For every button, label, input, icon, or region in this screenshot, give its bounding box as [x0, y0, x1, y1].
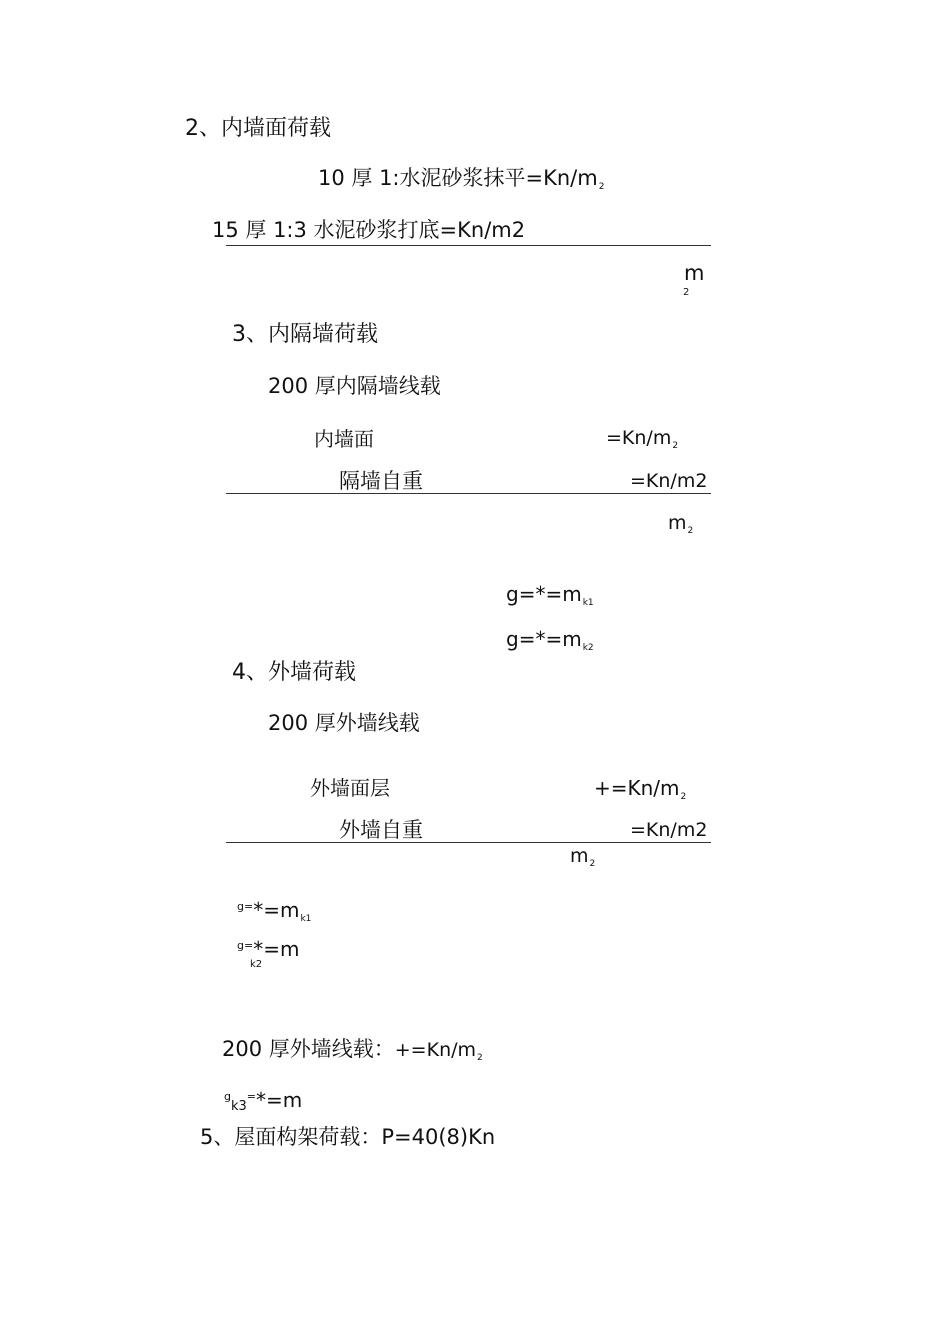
s4-row-2-value: =Kn/m2 — [630, 819, 708, 841]
s4-wall-load-label: 200 厚外墙线载： — [222, 1037, 395, 1061]
s3-total-subscript: 2 — [687, 526, 694, 536]
s4-gk2-text: *=m — [253, 937, 300, 961]
s3-row-1-value-text: =Kn/m — [606, 427, 672, 449]
s2-sum-rule — [226, 245, 711, 246]
s3-gk1 — [506, 582, 594, 608]
s4-gk2-prefix: g= — [237, 939, 254, 952]
s3-total — [668, 512, 694, 536]
s4-wall-load-value: +=Kn/m — [394, 1039, 477, 1061]
s3-sum-rule — [226, 493, 711, 494]
section-4-heading: 4、外墙荷载 — [232, 660, 356, 685]
s4-total — [570, 845, 596, 869]
s4-gk1 — [237, 898, 312, 924]
section-2-heading: 2、内墙面荷载 — [185, 116, 331, 141]
s3-gk2-subscript: k2 — [582, 643, 594, 653]
s4-total-unit: m — [570, 845, 589, 867]
s2-total-unit: m — [684, 261, 705, 285]
s2-line-1-text: 10 厚 1:水泥砂浆抹平=Kn/m — [318, 166, 598, 190]
section-3-heading: 3、内隔墙荷载 — [232, 322, 378, 347]
s4-gk3 — [224, 1088, 303, 1114]
s2-line-2: 15 厚 1:3 水泥砂浆打底=Kn/m2 — [212, 218, 526, 242]
s3-gk2 — [506, 627, 594, 653]
s4-row-2-label: 外墙自重 — [339, 818, 423, 842]
s4-gk3-equals: = — [246, 1090, 257, 1103]
section-5-heading: 5、屋面构架荷载：P=40(8)Kn — [200, 1125, 496, 1149]
s3-row-1-label: 内墙面 — [314, 427, 374, 451]
s4-gk3-subscript: k3 — [230, 1099, 247, 1114]
s4-sub-heading: 200 厚外墙线载 — [268, 711, 420, 735]
s3-total-unit: m — [668, 512, 687, 534]
s4-gk1-subscript: k1 — [300, 914, 312, 924]
s4-gk3-text: *=m — [256, 1088, 303, 1112]
s4-row-1-value-text: +=Kn/m — [594, 776, 680, 800]
s3-gk1-text: g=*=m — [506, 582, 582, 606]
s3-row-2-label: 隔墙自重 — [339, 469, 423, 493]
s4-row-1-label: 外墙面层 — [310, 776, 390, 800]
s4-total-subscript: 2 — [589, 859, 596, 869]
s4-row-1-subscript: 2 — [680, 792, 687, 802]
s4-gk1-text: *=m — [253, 898, 300, 922]
s3-gk2-text: g=*=m — [506, 627, 582, 651]
s2-total-subscript: 2 — [683, 287, 690, 298]
s4-wall-load-subscript: 2 — [477, 1053, 483, 1063]
s3-row-1-value — [606, 427, 679, 451]
s2-line-1 — [318, 166, 605, 192]
s4-gk3-prefix: g — [224, 1090, 231, 1103]
s4-gk2 — [237, 939, 299, 959]
s3-row-1-subscript: 2 — [672, 441, 679, 451]
s4-gk1-prefix: g= — [237, 900, 254, 913]
s3-gk1-subscript: k1 — [582, 598, 594, 608]
s3-sub-heading: 200 厚内隔墙线载 — [268, 374, 441, 398]
s2-line-1-subscript: 2 — [598, 182, 605, 192]
s4-wall-load — [222, 1037, 483, 1063]
s3-row-2-value: =Kn/m2 — [630, 470, 708, 492]
s4-gk2-subscript: k2 — [250, 959, 263, 970]
s4-row-1-value — [594, 776, 687, 802]
s4-sum-rule — [226, 842, 711, 843]
